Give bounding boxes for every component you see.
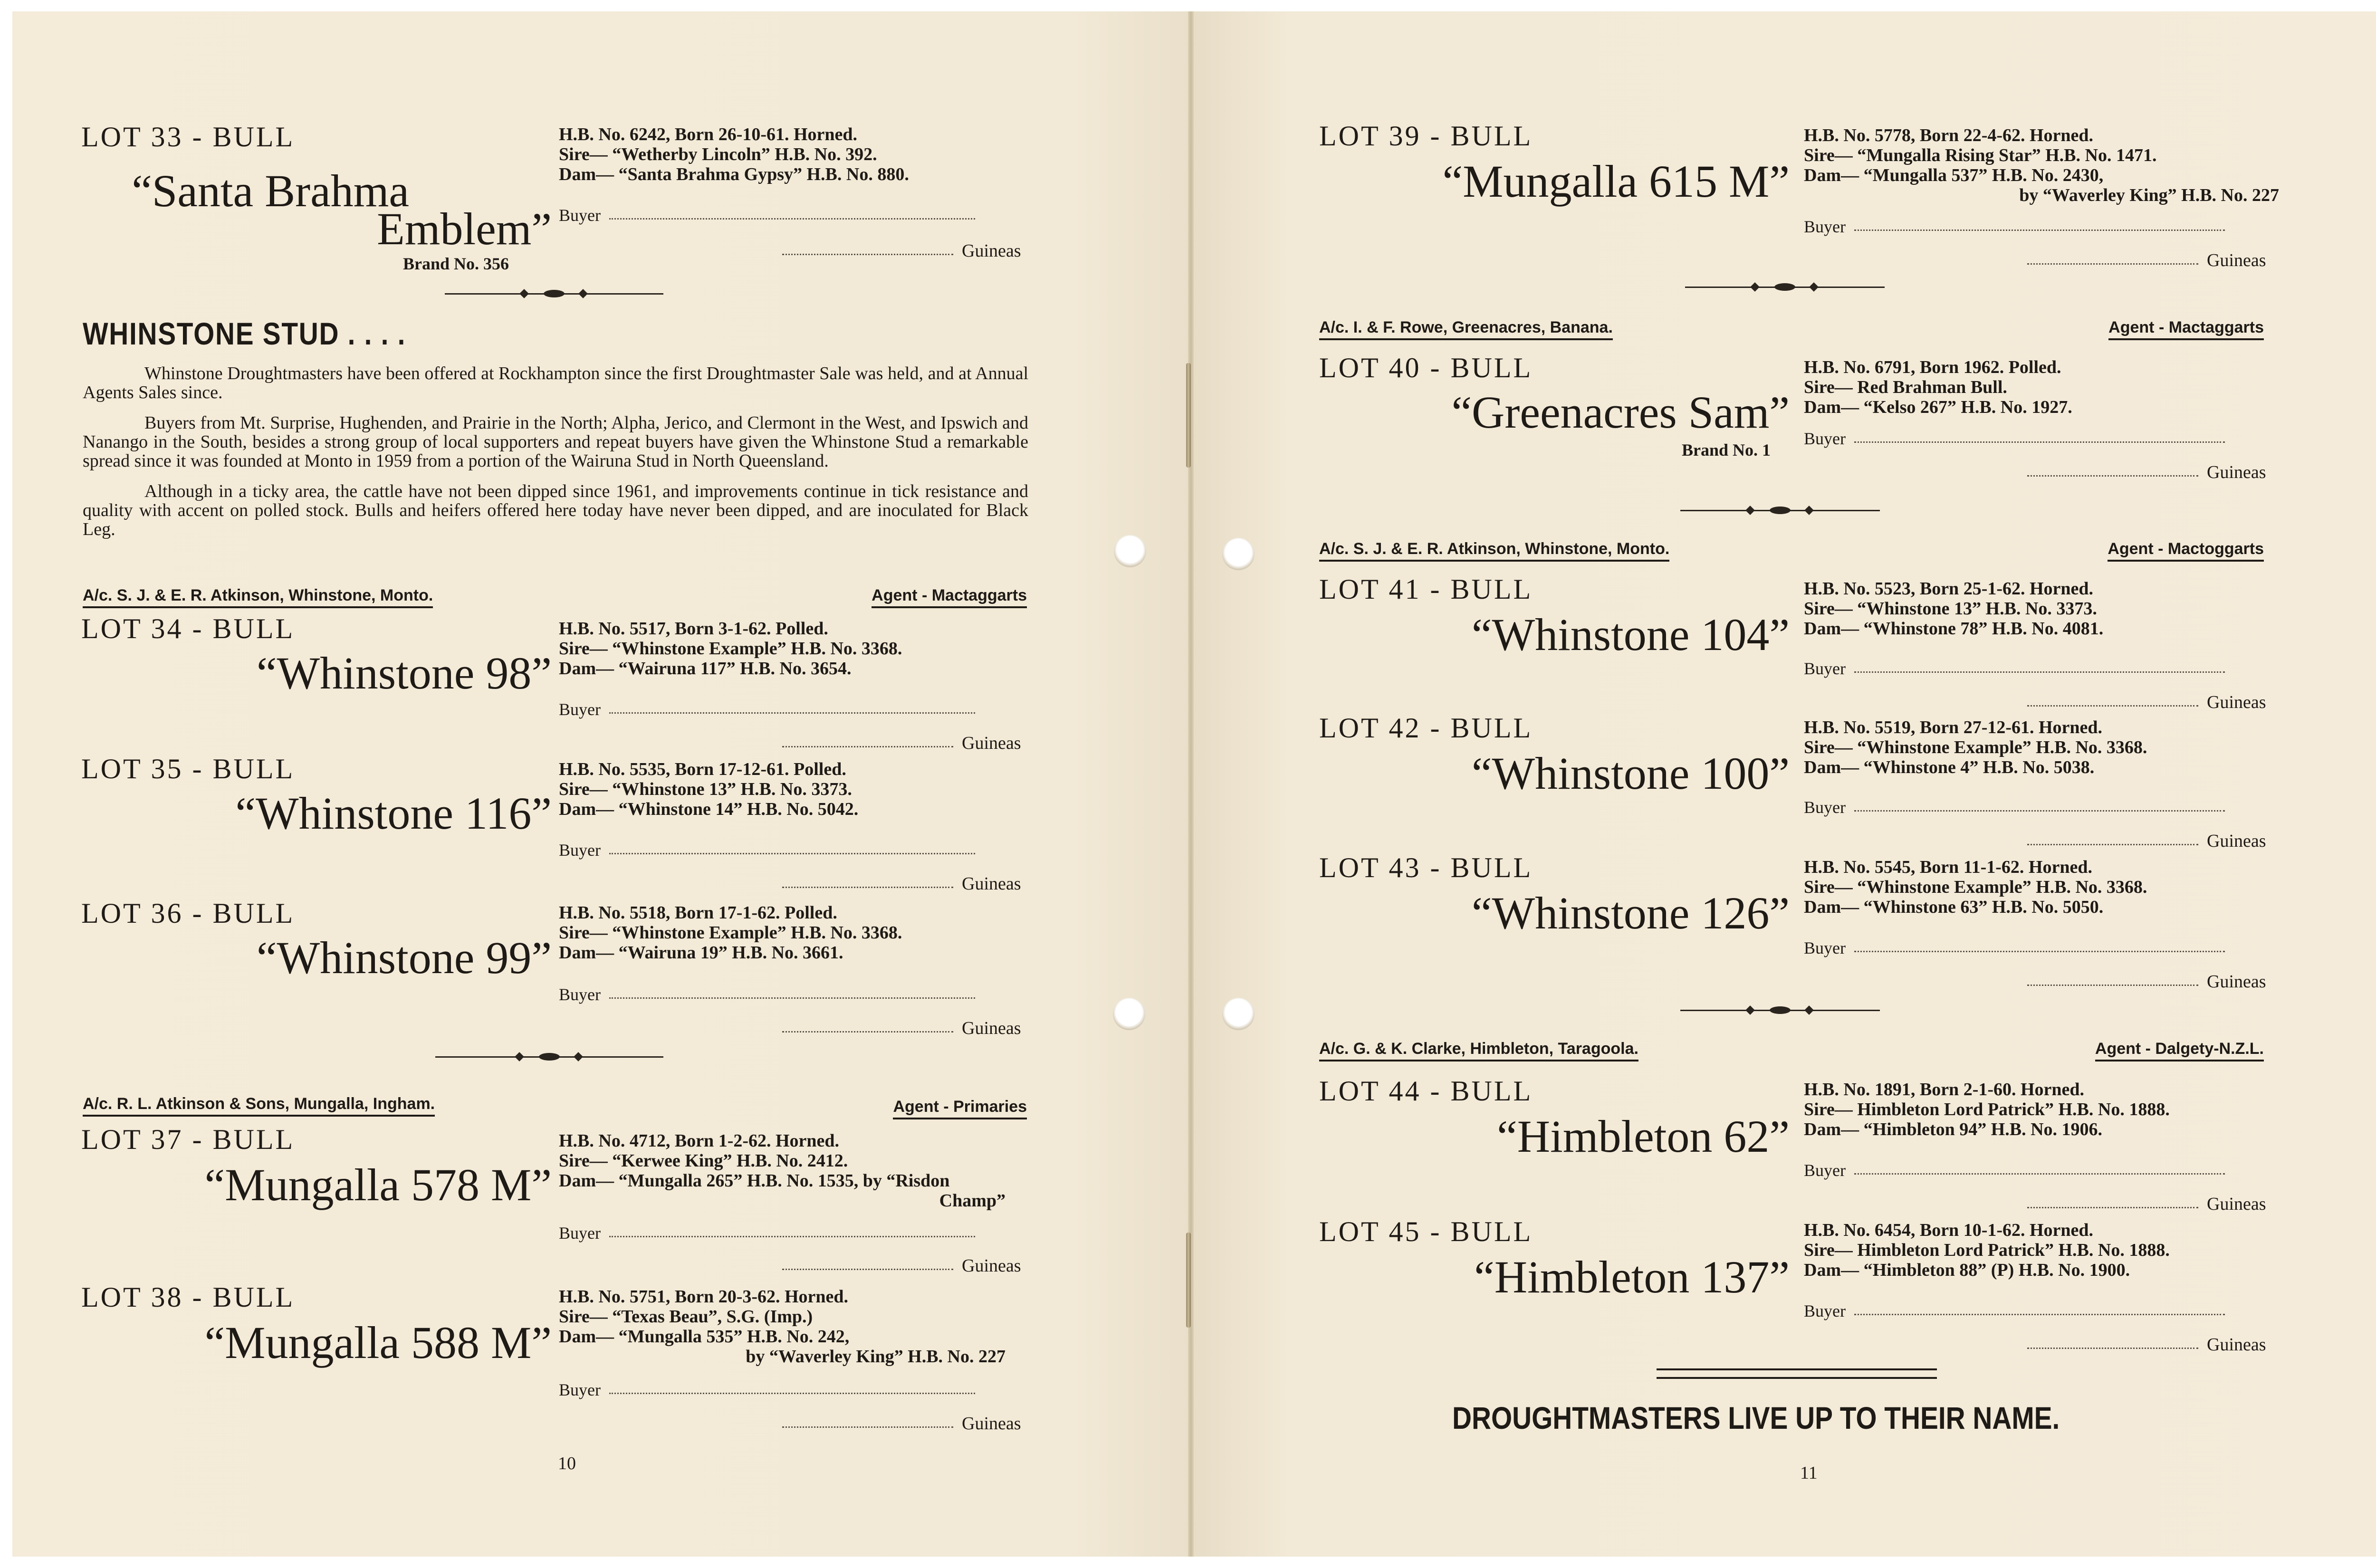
lot-heading: LOT 45 - BULL xyxy=(1319,1216,1533,1247)
guineas-field[interactable]: Guineas xyxy=(2027,692,2266,713)
dam-line: Dam— “Whinstone 4” H.B. No. 5038. xyxy=(1804,757,2095,777)
buyer-field[interactable]: Buyer xyxy=(1804,429,2225,449)
lot-45-details xyxy=(1804,1220,2170,1280)
hb-line: H.B. No. 5751, Born 20-3-62. Horned. xyxy=(559,1287,849,1307)
lot-name: “Mungalla 588 M” xyxy=(204,1317,552,1368)
sire-line: Sire— “Whinstone Example” H.B. No. 3368. xyxy=(559,639,902,659)
sire-line: Sire— “Whinstone Example” H.B. No. 3368. xyxy=(559,923,902,943)
hb-line: H.B. No. 6791, Born 1962. Polled. xyxy=(1804,357,2061,377)
lot-41-details xyxy=(1804,579,2103,639)
guineas-field[interactable]: Guineas xyxy=(2027,462,2266,483)
lot-39-details xyxy=(1804,125,2279,205)
account-owner: A/c. S. J. & E. R. Atkinson, Whinstone, Monto. xyxy=(1319,540,1669,558)
hb-line: H.B. No. 5545, Born 11-1-62. Horned. xyxy=(1804,857,2092,877)
lot-name: “Whinstone 98” xyxy=(256,648,552,698)
account-owner: A/c. S. J. & E. R. Atkinson, Whinstone, Monto. xyxy=(83,586,433,605)
hb-line: H.B. No. 5519, Born 27-12-61. Horned. xyxy=(1804,717,2103,737)
dam-line-cont: Champ” xyxy=(939,1191,1006,1211)
sire-line: Sire— Red Brahman Bull. xyxy=(1804,377,2007,397)
lot-heading: LOT 35 - BULL xyxy=(81,753,295,784)
guineas-field[interactable]: Guineas xyxy=(2027,1334,2266,1355)
guineas-field[interactable]: Guineas xyxy=(782,873,1021,894)
dam-line: Dam— “Whinstone 78” H.B. No. 4081. xyxy=(1804,619,2104,639)
hb-line: H.B. No. 6454, Born 10-1-62. Horned. xyxy=(1804,1220,2094,1240)
sire-line: Sire— “Whinstone Example” H.B. No. 3368. xyxy=(1804,737,2147,757)
lot-name-line1: “Santa Brahma xyxy=(132,165,409,216)
buyer-field[interactable]: Buyer xyxy=(1804,938,2225,958)
dam-line: Dam— “Mungalla 535” H.B. No. 242, xyxy=(559,1327,850,1347)
dam-line: Dam— “Himbleton 88” (P) H.B. No. 1900. xyxy=(1804,1260,2130,1280)
agent-name: Agent - Dalgety-N.Z.L. xyxy=(2095,1040,2264,1058)
lot-35-details xyxy=(559,759,858,819)
hb-line: H.B. No. 4712, Born 1-2-62. Horned. xyxy=(559,1131,840,1151)
sire-line: Sire— Himbleton Lord Patrick” H.B. No. 1888. xyxy=(1804,1100,2170,1119)
guineas-field[interactable]: Guineas xyxy=(2027,971,2266,992)
dam-line: Dam— “Himbleton 94” H.B. No. 1906. xyxy=(1804,1119,2103,1139)
agent-name: Agent - Primaries xyxy=(893,1098,1027,1116)
divider-ornament xyxy=(1685,282,1885,292)
brand-number: Brand No. 356 xyxy=(402,254,509,273)
dam-line: Dam— “Wairuna 19” H.B. No. 3661. xyxy=(559,943,843,963)
lot-38-details xyxy=(559,1287,1006,1367)
guineas-field[interactable]: Guineas xyxy=(782,1255,1021,1276)
lot-name: “Whinstone 104” xyxy=(1471,609,1790,660)
sire-line: Sire— “Kerwee King” H.B. No. 2412. xyxy=(559,1151,848,1171)
lot-name: “Mungalla 615 M” xyxy=(1442,156,1790,207)
lot-name: “Himbleton 62” xyxy=(1497,1111,1790,1162)
hb-line: H.B. No. 5523, Born 25-1-62. Horned. xyxy=(1804,579,2094,599)
lot-36-details xyxy=(559,903,902,963)
punch-hole xyxy=(1113,998,1145,1030)
lot-name: “Whinstone 99” xyxy=(256,932,552,983)
staple-top xyxy=(1186,363,1191,468)
lot-43 xyxy=(1319,851,1790,947)
lot-heading: LOT 33 - BULL xyxy=(81,121,295,153)
lot-40 xyxy=(1319,352,1790,475)
lot-heading: LOT 34 - BULL xyxy=(81,613,295,644)
hb-line: H.B. No. 5778, Born 22-4-62. Horned. xyxy=(1804,125,2094,145)
sire-line: Sire— “Wetherby Lincoln” H.B. No. 392. xyxy=(559,144,877,164)
buyer-field[interactable]: Buyer xyxy=(1804,217,2225,237)
lot-name: “Greenacres Sam” xyxy=(1451,387,1790,438)
lot-39 xyxy=(1319,120,1790,215)
guineas-field[interactable]: Guineas xyxy=(782,1413,1021,1434)
slogan: DROUGHTMASTERS LIVE UP TO THEIR NAME. xyxy=(1452,1400,2060,1435)
agent-name: Agent - Mactoggarts xyxy=(2108,540,2264,558)
agent-name: Agent - Mactaggarts xyxy=(872,586,1027,605)
lot-38 xyxy=(81,1281,552,1376)
dam-line: Dam— “Wairuna 117” H.B. No. 3654. xyxy=(559,659,852,679)
buyer-field[interactable]: Buyer xyxy=(559,699,975,719)
dam-line: Dam— “Whinstone 63” H.B. No. 5050. xyxy=(1804,897,2104,917)
dam-line-cont: by “Waverley King” H.B. No. 227 xyxy=(2019,185,2279,205)
divider-ornament xyxy=(1680,506,1880,515)
hb-line: H.B. No. 5518, Born 17-1-62. Polled. xyxy=(559,903,837,923)
lot-name: “Mungalla 578 M” xyxy=(204,1159,552,1210)
stud-description xyxy=(83,364,1028,550)
lot-name: “Himbleton 137” xyxy=(1474,1252,1790,1302)
lot-name: “Whinstone 126” xyxy=(1471,888,1790,938)
guineas-field[interactable]: Guineas xyxy=(2027,1194,2266,1214)
buyer-field[interactable]: Buyer xyxy=(1804,1160,2225,1180)
lot-42 xyxy=(1319,712,1790,807)
dam-line: Dam— “Whinstone 14” H.B. No. 5042. xyxy=(559,799,859,819)
buyer-field[interactable]: Buyer xyxy=(559,205,975,225)
punch-hole xyxy=(1114,535,1146,567)
dam-line: Dam— “Mungalla 537” H.B. No. 2430, xyxy=(1804,165,2104,185)
lot-37-details xyxy=(559,1131,1006,1211)
lot-heading: LOT 39 - BULL xyxy=(1319,120,1533,152)
right-page xyxy=(1191,11,2376,1557)
lot-heading: LOT 41 - BULL xyxy=(1319,574,1533,605)
sire-line: Sire— “Whinstone 13” H.B. No. 3373. xyxy=(1804,599,2097,619)
divider-ornament xyxy=(435,1052,663,1061)
hb-line: H.B. No. 1891, Born 2-1-60. Horned. xyxy=(1804,1080,2085,1100)
page-number: 10 xyxy=(558,1453,576,1473)
account-owner: A/c. G. & K. Clarke, Himbleton, Taragoola. xyxy=(1319,1040,1638,1058)
sire-line: Sire— Himbleton Lord Patrick” H.B. No. 1888. xyxy=(1804,1240,2170,1260)
lot-44-details xyxy=(1804,1080,2170,1139)
guineas-field[interactable]: Guineas xyxy=(782,733,1021,754)
stud-paragraph-1: Whinstone Droughtmasters have been offered at Rockhampton since the first Droughtmaster Sale was held, and at Annual Agents Sales since. xyxy=(83,363,1028,402)
punch-hole xyxy=(1222,998,1255,1030)
lot-36 xyxy=(81,897,552,992)
brand-number: Brand No. 1 xyxy=(1681,440,1771,459)
catalogue-spread xyxy=(12,11,2376,1557)
lot-heading: LOT 37 - BULL xyxy=(81,1124,295,1155)
buyer-field[interactable]: Buyer xyxy=(559,1223,975,1243)
sire-line: Sire— “Mungalla Rising Star” H.B. No. 1471. xyxy=(1804,145,2157,165)
left-page xyxy=(12,11,1191,1557)
buyer-field[interactable]: Buyer xyxy=(559,840,975,860)
lot-33 xyxy=(81,121,552,277)
sire-line: Sire— “Whinstone 13” H.B. No. 3373. xyxy=(559,779,852,799)
dam-line: Dam— “Mungalla 265” H.B. No. 1535, by “Risdon xyxy=(559,1171,950,1191)
sire-line: Sire— “Whinstone Example” H.B. No. 3368. xyxy=(1804,877,2147,897)
sire-line: Sire— “Texas Beau”, S.G. (Imp.) xyxy=(559,1307,813,1327)
lot-name-line2: Emblem” xyxy=(377,203,552,254)
account-owner: A/c. I. & F. Rowe, Greenacres, Banana. xyxy=(1319,318,1613,337)
lot-heading: LOT 42 - BULL xyxy=(1319,712,1533,744)
lot-37 xyxy=(81,1123,552,1218)
page-number: 11 xyxy=(1800,1463,1818,1483)
divider-ornament xyxy=(1680,1005,1880,1015)
lot-35 xyxy=(81,753,552,848)
dam-line: Dam— “Santa Brahma Gypsy” H.B. No. 880. xyxy=(559,164,909,184)
buyer-field[interactable]: Buyer xyxy=(559,1380,975,1400)
staple-bottom xyxy=(1186,1233,1191,1328)
hb-line: H.B. No. 5517, Born 3-1-62. Polled. xyxy=(559,619,828,639)
buyer-field[interactable]: Buyer xyxy=(1804,797,2225,817)
lot-heading: LOT 43 - BULL xyxy=(1319,852,1533,883)
agent-name: Agent - Mactaggarts xyxy=(2108,318,2264,337)
stud-paragraph-2: Buyers from Mt. Surprise, Hughenden, and Prairie in the North; Alpha, Jerico, and Clermont in the West, and Ipswich and Nanango in the South, besides a strong group of local supporters and repeat buyers have given the Whinstone Stud a remarkable spread since it was founded at Monto in 1959 from a portion of the Wairuna Stud in North Queensland. xyxy=(83,413,1028,471)
lot-40-details xyxy=(1804,357,2072,417)
guineas-field[interactable]: Guineas xyxy=(2027,250,2266,271)
account-owner: A/c. R. L. Atkinson & Sons, Mungalla, Ingham. xyxy=(83,1095,435,1113)
double-rule xyxy=(1657,1368,1937,1379)
lot-heading: LOT 44 - BULL xyxy=(1319,1075,1533,1107)
lot-heading: LOT 36 - BULL xyxy=(81,898,295,929)
hb-line: H.B. No. 5535, Born 17-12-61. Polled. xyxy=(559,759,846,779)
lot-34-details xyxy=(559,619,902,679)
dam-line-cont: by “Waverley King” H.B. No. 227 xyxy=(746,1347,1006,1367)
buyer-field[interactable]: Buyer xyxy=(1804,1301,2225,1321)
stud-paragraph-3: Although in a ticky area, the cattle have not been dipped since 1961, and improvements continue in tick resistance and quality with accent on polled stock. Bulls and heifers offered here today have never been dipped, and are inoculated for Black Leg. xyxy=(83,481,1028,539)
punch-hole xyxy=(1222,538,1255,570)
lot-45 xyxy=(1319,1215,1790,1310)
divider-ornament xyxy=(445,289,663,298)
guineas-field[interactable]: Guineas xyxy=(782,1018,1021,1039)
lot-43-details xyxy=(1804,857,2147,917)
lot-34 xyxy=(81,612,552,708)
lot-42-details xyxy=(1804,717,2147,777)
buyer-field[interactable]: Buyer xyxy=(1804,659,2225,679)
lot-name: “Whinstone 100” xyxy=(1471,748,1790,799)
lot-heading: LOT 40 - BULL xyxy=(1319,352,1533,383)
lot-33-details xyxy=(559,124,1006,184)
dam-line: Dam— “Kelso 267” H.B. No. 1927. xyxy=(1804,397,2072,417)
guineas-field[interactable]: Guineas xyxy=(2027,831,2266,851)
hb-line: H.B. No. 6242, Born 26-10-61. Horned. xyxy=(559,124,858,144)
lot-41 xyxy=(1319,573,1790,668)
lot-name: “Whinstone 116” xyxy=(235,788,552,839)
buyer-field[interactable]: Buyer xyxy=(559,985,975,1004)
stud-title: WHINSTONE STUD . . . . xyxy=(83,316,406,351)
guineas-field[interactable]: Guineas xyxy=(782,240,1021,261)
lot-44 xyxy=(1319,1075,1790,1170)
lot-heading: LOT 38 - BULL xyxy=(81,1281,295,1313)
